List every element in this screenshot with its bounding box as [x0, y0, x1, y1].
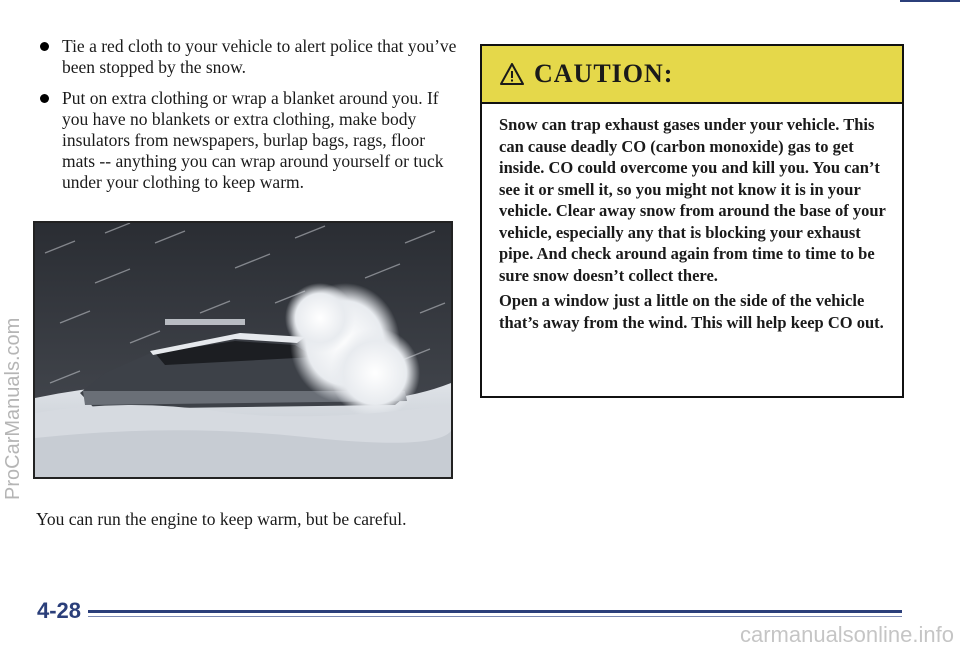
footer-rule-thin — [88, 616, 902, 617]
top-corner-rule — [900, 0, 960, 2]
side-watermark: ProCarManuals.com — [2, 317, 24, 500]
bullet-icon — [40, 94, 49, 103]
tips-bullet-list — [40, 36, 460, 203]
page-number: 4-28 — [37, 598, 82, 623]
warning-triangle-icon — [500, 63, 524, 85]
caution-box — [480, 44, 904, 398]
bullet-item-extra-clothing — [40, 88, 460, 193]
bullet-text: Put on extra clothing or wrap a blanket around you. If you have no blankets or extra clothing, make body insulators from newspapers, burlap bags, rags, floor mats -- anything you can wrap around yourself or tuck under your clothing to keep warm. — [62, 88, 444, 192]
caution-title: CAUTION: — [534, 59, 674, 88]
caution-paragraph-open-window: Open a window just a little on the side of the vehicle that’s away from the wind. This will help keep CO out. — [499, 291, 884, 332]
bullet-text: Tie a red cloth to your vehicle to alert police that you’ve been stopped by the snow. — [62, 36, 457, 77]
footer-rule — [88, 610, 902, 613]
caution-header — [482, 46, 902, 104]
photo-caption: You can run the engine to keep warm, but be careful. — [36, 509, 407, 529]
snowbound-car-photo — [33, 221, 453, 479]
bullet-item-red-cloth — [40, 36, 460, 78]
caution-body — [482, 104, 902, 333]
bullet-icon — [40, 42, 49, 51]
caution-paragraph-snow-exhaust: Snow can trap exhaust gases under your vehicle. This can cause deadly CO (carbon monoxide) gas to get inside. CO could overcome you and kill you. You can’t see it or smell it, so you might not know it is in your vehicle. Clear away snow from around the base of your vehicle, especially any that is blocking your exhaust pipe. And check around again from time to time to be sure snow doesn’t collect there. — [499, 115, 886, 285]
bottom-watermark: carmanualsonline.info — [739, 622, 954, 647]
